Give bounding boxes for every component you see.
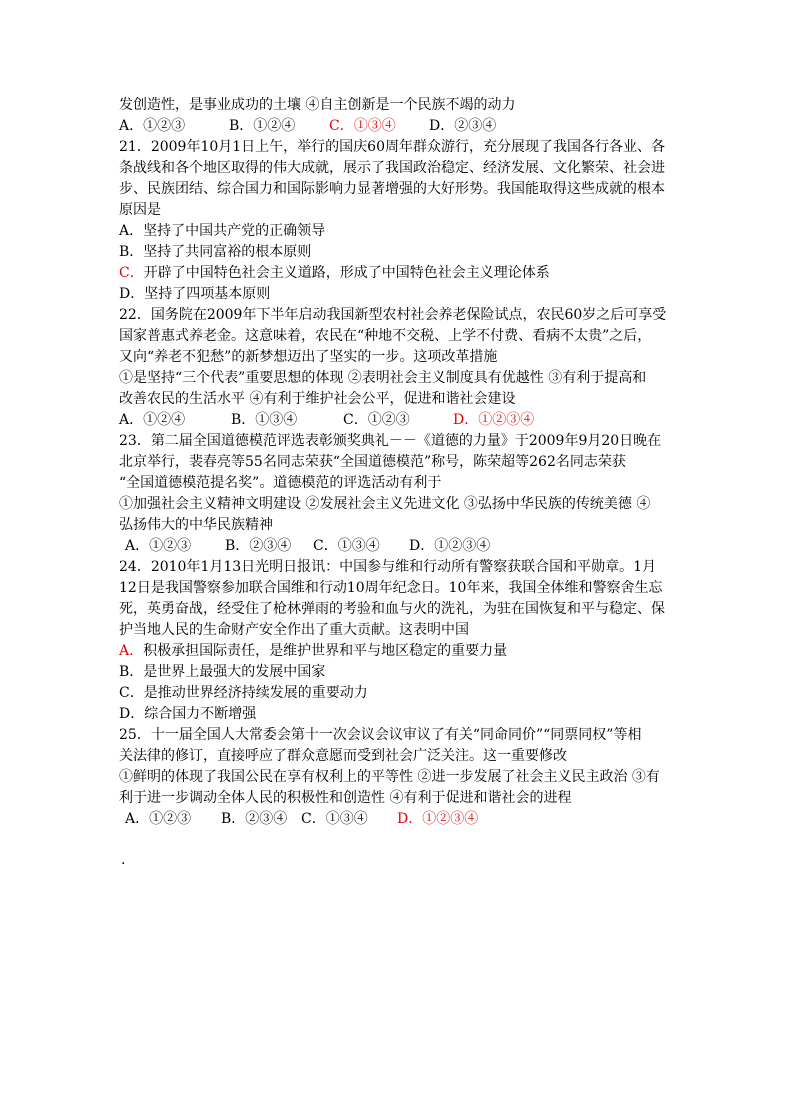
- option-text: 坚持了中国共产党的正确领导: [143, 223, 326, 239]
- q21-option-a: [119, 221, 679, 242]
- q22-stem-line: ①是坚持“三个代表”重要思想的体现 ②表明社会主义制度具有优越性 ③有利于提高和: [119, 370, 647, 386]
- option-text: 积极承担国际责任，是维护世界和平与地区稳定的重要力量: [143, 643, 508, 659]
- q25-stem-line: 关法律的修订，直接呼应了群众意愿而受到社会广泛关注。这一重要修改: [119, 748, 567, 764]
- option-letter: B．: [119, 244, 144, 260]
- question-list: [119, 95, 679, 830]
- option-text: 是世界上最强大的发展中国家: [143, 664, 326, 680]
- q23-stem-line: ①加强社会主义精神文明建设 ②发展社会主义先进文化 ③弘扬中华民族的传统美德 ④: [119, 496, 651, 512]
- q21-option-b: [119, 242, 679, 263]
- q23-stem-line: 北京举行，裴春亮等55名同志荣获“全国道德模范”称号，陈荣超等262名同志荣获: [119, 454, 626, 470]
- q20-stem-line: 发创造性，是事业成功的土壤 ④自主创新是一个民族不竭的动力: [119, 97, 516, 113]
- q21-option-c-answer: [119, 263, 679, 284]
- option-letter: A．: [119, 643, 144, 659]
- q24-stem-line: 死，英勇奋战，经受住了枪林弹雨的考验和血与火的洗礼，为驻在国恢复和平与稳定、保: [119, 601, 665, 617]
- q21-stem-line: 21．2009年10月1日上午，举行的国庆60周年群众游行，充分展现了我国各行各业、各: [119, 139, 665, 155]
- q23-stem-line: 23．第二届全国道德模范评选表彰颁奖典礼－－《道德的力量》于2009年9月20日晚在: [119, 433, 662, 449]
- q25-options: [119, 809, 679, 830]
- option-text: 坚持了共同富裕的根本原则: [143, 244, 312, 260]
- q23-option-a: A．①②③: [125, 538, 192, 554]
- q23-options: [119, 536, 679, 557]
- q22-option-b: B．①③④: [231, 412, 298, 428]
- option-letter: A．: [119, 223, 144, 239]
- q25-option-c: C．①③④: [301, 811, 368, 827]
- q24-stem-line: 护当地人民的生命财产安全作出了重大贡献。这表明中国: [119, 622, 469, 638]
- q21-stem-line: 步、民族团结、综合国力和国际影响力显著增强的大好形势。我国能取得这些成就的根本: [119, 181, 665, 197]
- q25-option-d-answer: D．①②③④: [397, 811, 479, 827]
- q25-stem-line: ①鲜明的体现了我国公民在享有权利上的平等性 ②进一步发展了社会主义民主政治 ③有: [119, 769, 660, 785]
- q22-option-d-answer: D．①②③④: [453, 412, 535, 428]
- q24-stem-line: 12日是我国警察参加联合国维和行动10周年纪念日。10年来，我国全体维和警察舍生忘: [119, 580, 663, 596]
- q22-options: [119, 410, 679, 431]
- q22-option-c: C．①②③: [343, 412, 410, 428]
- option-text: 综合国力不断增强: [144, 706, 257, 722]
- q23-option-c: C．①③④: [313, 538, 380, 554]
- q24-option-a-answer: [119, 641, 679, 662]
- q22-stem-line: 又向“养老不犯愁”的新梦想迈出了坚实的一步。这项改革措施: [119, 349, 498, 365]
- q20-option-d: D．②③④: [429, 118, 497, 134]
- q21-stem-line: 原因是: [119, 202, 161, 218]
- q20-option-b: B．①②④: [229, 118, 296, 134]
- option-text: 是推动世界经济持续发展的重要动力: [143, 685, 368, 701]
- option-letter: B．: [119, 664, 144, 680]
- q21-option-d: [119, 284, 679, 305]
- q22-option-a: A．①②④: [119, 412, 186, 428]
- q23-option-b: B．②③④: [225, 538, 292, 554]
- q24-option-b: [119, 662, 679, 683]
- option-letter: C．: [119, 685, 144, 701]
- option-text: 开辟了中国特色社会主义道路，形成了中国特色社会主义理论体系: [143, 265, 550, 281]
- q24-option-d: [119, 704, 679, 725]
- q25-stem-line: 利于进一步调动全体人民的积极性和创造性 ④有利于促进和谐社会的进程: [119, 790, 572, 806]
- trailing-mark: .: [121, 852, 126, 868]
- q25-stem-line: 25．十一届全国人大常委会第十一次会议会议审议了有关“同命同价”“同票同权”等相: [119, 727, 642, 743]
- q22-stem-line: 22．国务院在2009年下半年启动我国新型农村社会养老保险试点，农民60岁之后可享受: [119, 307, 667, 323]
- q24-option-c: [119, 683, 679, 704]
- q23-stem-line: “全国道德模范提名奖”。道德模范的评选活动有利于: [119, 475, 442, 491]
- q22-stem-line: 国家普惠式养老金。这意味着，农民在“种地不交税、上学不付费、看病不太贵”之后，: [119, 328, 652, 344]
- option-text: 坚持了四项基本原则: [144, 286, 271, 302]
- q25-option-a: A．①②③: [125, 811, 192, 827]
- q25-option-b: B．②③④: [221, 811, 288, 827]
- option-letter: D．: [119, 286, 145, 302]
- q24-stem-line: 24．2010年1月13日光明日报讯：中国参与维和行动所有警察获联合国和平勋章。1月: [119, 559, 657, 575]
- q22-stem-line: 改善农民的生活水平 ④有利于维护社会公平，促进和谐社会建设: [119, 391, 516, 407]
- option-letter: C．: [119, 265, 144, 281]
- option-letter: D．: [119, 706, 145, 722]
- q20-option-c-answer: C．①③④: [329, 118, 396, 134]
- q23-option-d: D．①②③④: [409, 538, 491, 554]
- q23-stem-line: 弘扬伟大的中华民族精神: [119, 517, 273, 533]
- q20-options: [119, 116, 679, 137]
- q21-stem-line: 条战线和各个地区取得的伟大成就，展示了我国政治稳定、经济发展、文化繁荣、社会进: [119, 160, 665, 176]
- q20-option-a: A．①②③: [119, 118, 186, 134]
